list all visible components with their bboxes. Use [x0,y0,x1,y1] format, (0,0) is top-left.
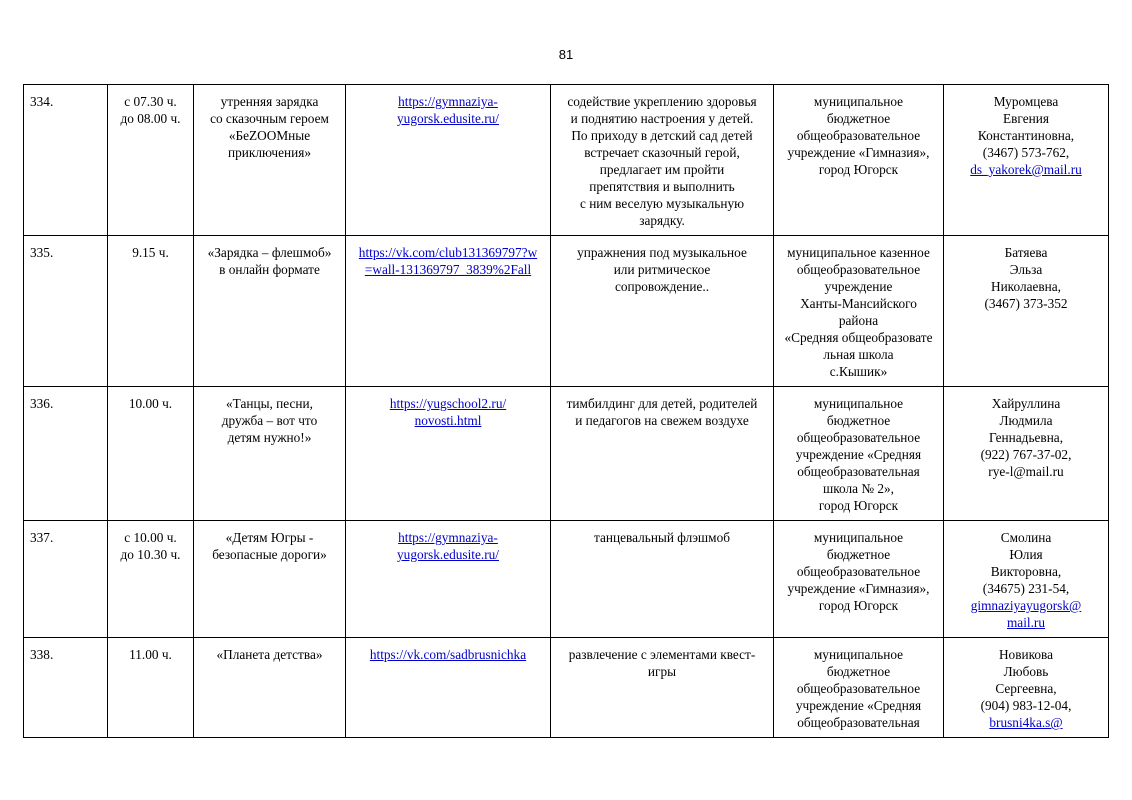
cell-description [551,387,774,521]
text-line: город Югорск [818,498,899,513]
text-line: «Зарядка – флешмоб» [207,245,332,260]
text-line: развлечение с элементами квест- [568,647,756,662]
text-line: утренняя зарядка [220,94,319,109]
text-line: «БеZOOMные [228,128,311,143]
cell-contact [944,85,1109,236]
text-line: с 07.30 ч. [124,94,177,109]
text-line: сопровождение.. [614,279,710,294]
text-line: город Югорск [818,598,899,613]
text-line: или ритмическое [613,262,711,277]
text-line: бюджетное [826,111,891,126]
text-line: (3467) 573-762, [982,145,1070,160]
cell-number: 335. [24,236,108,387]
text-line: Евгения [1003,111,1049,126]
text-line: бюджетное [826,664,891,679]
cell-event [194,236,346,387]
cell-number: 336. [24,387,108,521]
text-line: учреждение «Гимназия», [787,145,930,160]
text-line: «Танцы, песни, [226,396,313,411]
text-line: Геннадьевна, [988,430,1064,445]
cell-link [346,638,551,738]
text-line: общеобразовательное [796,430,921,445]
text-line: «Планета детства» [216,647,323,662]
cell-link [346,521,551,638]
text-line: (904) 983-12-04, [980,698,1072,713]
cell-organization [774,387,944,521]
text-line: Батяева [1004,245,1048,260]
text-line: зарядку. [639,213,685,228]
table-row [24,85,1109,236]
text-line: льная школа [823,347,894,362]
text-line: Ханты-Мансийского [800,296,917,311]
text-line: детям нужно!» [227,430,312,445]
link-line[interactable]: https://vk.com/club131369797?w [358,245,538,260]
page-number: 81 [558,47,574,62]
cell-link [346,236,551,387]
cell-time [108,236,194,387]
text-line: муниципальное [813,396,904,411]
table-row [24,387,1109,521]
text-line: со сказочным героем [210,111,329,126]
cell-time [108,521,194,638]
link-line[interactable]: https://gymnaziya- [398,530,498,545]
cell-description [551,521,774,638]
schedule-table [23,84,1109,738]
text-line: Сергеевна, [995,681,1057,696]
text-line: бюджетное [826,547,891,562]
cell-time [108,85,194,236]
text-line: Хайруллина [991,396,1061,411]
text-line: общеобразовательное [796,681,921,696]
text-line: 10.00 ч. [128,396,173,411]
text-line: 9.15 ч. [132,245,169,260]
link-line[interactable]: yugorsk.edusite.ru/ [397,111,499,126]
text-line: (922) 767-37-02, [980,447,1072,462]
text-line: учреждение «Средняя [795,698,922,713]
text-line: Константиновна, [977,128,1075,143]
email-line[interactable]: mail.ru [1006,615,1046,630]
text-line: содействие укреплению здоровья [567,94,757,109]
text-line: до 10.30 ч. [120,547,181,562]
link-line[interactable]: =wall-131369797_3839%2Fall [364,262,532,277]
text-line: общеобразовательное [796,262,921,277]
text-line: приключения» [228,145,311,160]
email-line[interactable]: brusni4ka.s@ [989,715,1063,730]
cell-link [346,387,551,521]
text-line: учреждение «Средняя [795,447,922,462]
text-line: препятствия и выполнить [589,179,735,194]
email-line[interactable]: gimnaziyayugorsk@ [970,598,1082,613]
cell-organization [774,85,944,236]
text-line: и педагогов на свежем воздухе [575,413,749,428]
link-line[interactable]: https://gymnaziya- [398,94,498,109]
cell-event [194,85,346,236]
table-row [24,236,1109,387]
cell-event [194,387,346,521]
cell-contact [944,236,1109,387]
text-line: общеобразовательное [796,128,921,143]
text-line: учреждение [824,279,893,294]
text-line: муниципальное казенное [787,245,930,260]
text-line: района [838,313,879,328]
cell-organization [774,638,944,738]
text-line: общеобразовательная [797,464,920,479]
text-line: Любовь [1003,664,1049,679]
link-line[interactable]: https://vk.com/sadbrusnichka [369,647,527,662]
text-line: учреждение «Гимназия», [787,581,930,596]
cell-link [346,85,551,236]
text-line: (34675) 231-54, [982,581,1070,596]
text-line: игры [647,664,677,679]
cell-organization [774,521,944,638]
cell-description [551,638,774,738]
text-line: город Югорск [818,162,899,177]
link-line[interactable]: yugorsk.edusite.ru/ [397,547,499,562]
text-line: муниципальное [813,647,904,662]
text-line: в онлайн формате [219,262,320,277]
text-line: общеобразовательная [797,715,920,730]
text-line: rye-l@mail.ru [988,464,1064,479]
cell-event [194,638,346,738]
text-line: танцевальный флэшмоб [593,530,730,545]
link-line[interactable]: novosti.html [414,413,482,428]
cell-contact [944,638,1109,738]
text-line: упражнения под музыкальное [577,245,747,260]
cell-time [108,387,194,521]
text-line: и поднятию настроения у детей. [570,111,754,126]
text-line: с 10.00 ч. [124,530,177,545]
cell-contact [944,387,1109,521]
cell-contact [944,521,1109,638]
text-line: безопасные дороги» [212,547,327,562]
text-line: Новикова [998,647,1054,662]
cell-event [194,521,346,638]
text-line: «Детям Югры - [225,530,314,545]
text-line: школа № 2», [823,481,894,496]
text-line: «Средняя общеобразовате [784,330,933,345]
text-line: до 08.00 ч. [120,111,181,126]
cell-description [551,85,774,236]
email-line[interactable]: ds_yakorek@mail.ru [970,162,1082,177]
text-line: Смолина [1000,530,1052,545]
text-line: бюджетное [826,413,891,428]
text-line: Эльза [1009,262,1043,277]
schedule-table-body [24,85,1109,738]
cell-organization [774,236,944,387]
table-row [24,638,1109,738]
text-line: муниципальное [813,94,904,109]
text-line: общеобразовательное [796,564,921,579]
cell-number: 334. [24,85,108,236]
cell-number: 338. [24,638,108,738]
text-line: Николаевна, [990,279,1062,294]
text-line: тимбилдинг для детей, родителей [566,396,758,411]
text-line: с.Кышик» [829,364,888,379]
link-line[interactable]: https://yugschool2.ru/ [389,396,507,411]
table-row [24,521,1109,638]
text-line: муниципальное [813,530,904,545]
text-line: предлагает им пройти [599,162,725,177]
cell-time [108,638,194,738]
text-line: встречает сказочный герой, [584,145,740,160]
text-line: (3467) 373-352 [984,296,1068,311]
text-line: с ним веселую музыкальную [579,196,745,211]
text-line: 11.00 ч. [129,647,172,662]
text-line: Юлия [1009,547,1043,562]
cell-number: 337. [24,521,108,638]
cell-description [551,236,774,387]
text-line: По приходу в детский сад детей [571,128,753,143]
text-line: Муромцева [993,94,1059,109]
text-line: дружба – вот что [221,413,318,428]
text-line: Людмила [999,413,1053,428]
text-line: Викторовна, [990,564,1062,579]
